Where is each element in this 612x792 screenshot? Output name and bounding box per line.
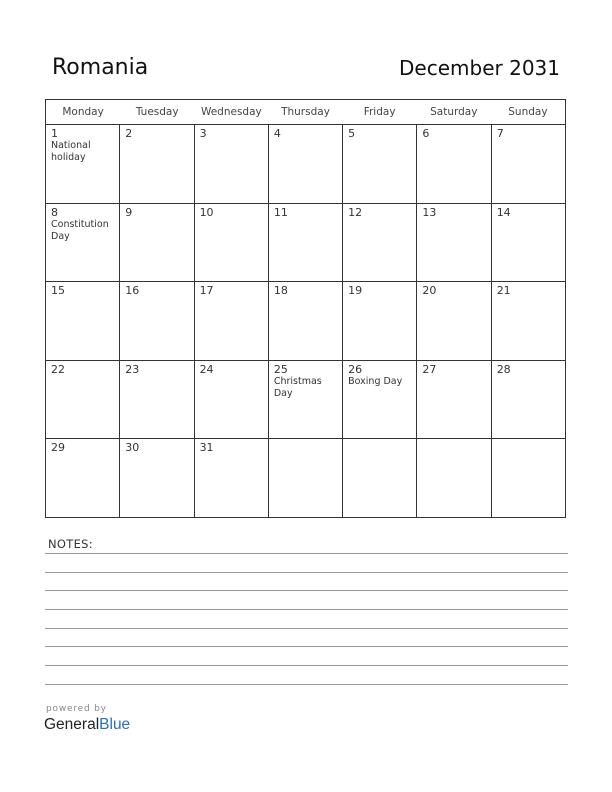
day-cell [343,439,417,517]
weekday-sunday: Sunday [508,106,548,118]
day-cell [417,439,491,517]
country-title: Romania [52,55,149,80]
day-number: 12 [348,205,363,219]
day-number: 13 [422,205,437,219]
note-line [45,590,568,591]
calendar-grid [45,99,566,518]
holiday-label: Christmas Day [273,375,322,399]
notes-label: NOTES: [48,537,93,551]
day-number: 5 [348,127,356,140]
day-number: 8 [51,205,58,219]
day-cell [492,439,565,517]
day-cell [417,204,491,282]
day-number: 27 [422,362,437,376]
day-cell [46,204,120,282]
month-title: December 2031 [399,56,560,80]
day-cell [269,125,343,203]
week-row-3 [46,282,565,361]
day-cell [417,361,491,439]
holiday-label: Boxing Day [348,375,403,387]
day-cell [492,361,565,439]
day-cell [120,361,194,439]
day-number: 11 [273,205,288,219]
day-number: 25 [273,362,288,376]
note-line [45,609,568,610]
day-cell [46,361,120,439]
weekday-thursday: Thursday [281,106,330,118]
note-line [45,665,568,666]
week-row-5 [46,439,565,517]
powered-by-text: powered by [46,704,107,714]
day-number: 22 [51,362,65,376]
holiday-label: Constitution Day [51,218,109,242]
day-number: 29 [51,441,65,454]
weekday-header-row [46,100,565,125]
day-number: 24 [199,362,214,376]
day-cell [120,439,194,517]
day-cell [195,439,269,517]
day-number: 20 [422,284,437,297]
week-row-2 [46,204,565,283]
day-cell [120,204,194,282]
day-number: 31 [199,441,214,454]
day-cell [269,439,343,517]
day-number: 3 [199,127,207,140]
day-number: 10 [199,205,214,219]
weekday-wednesday: Wednesday [200,106,262,118]
day-number: 19 [348,284,363,297]
day-number: 7 [496,127,504,140]
day-number: 16 [125,284,140,297]
day-number: 9 [125,205,133,219]
day-cell [343,282,417,360]
note-line [45,572,568,573]
day-number: 15 [51,284,65,297]
note-line [45,628,568,629]
day-cell [269,282,343,360]
day-cell [343,125,417,203]
day-cell [492,125,565,203]
day-cell [343,361,417,439]
day-number: 14 [496,205,511,219]
day-cell [492,282,565,360]
day-cell [46,282,120,360]
day-number: 18 [273,284,288,297]
generalblue-logo [44,716,130,734]
day-number: 21 [496,284,511,297]
day-cell [46,439,120,517]
day-number: 23 [125,362,140,376]
day-cell [120,125,194,203]
day-cell [269,361,343,439]
holiday-label: National holiday [51,140,91,163]
day-number: 30 [125,441,140,454]
day-cell [120,282,194,360]
weekday-monday: Monday [62,106,104,118]
day-cell [195,125,269,203]
day-cell [343,204,417,282]
logo-text-blue: Blue [99,716,131,733]
day-number: 17 [199,284,214,297]
weekday-saturday: Saturday [430,106,478,118]
day-cell [195,361,269,439]
logo-text-general: General [44,716,100,733]
day-cell [417,282,491,360]
day-number: 26 [348,362,363,376]
day-number: 1 [51,127,58,140]
note-line [45,553,568,554]
day-number: 4 [273,127,281,140]
day-number: 2 [125,127,133,140]
weekday-friday: Friday [363,106,396,118]
note-line [45,684,568,685]
day-cell [417,125,491,203]
day-number: 6 [422,127,430,140]
week-row-4 [46,361,565,440]
day-cell [195,282,269,360]
day-cell [46,125,120,203]
day-number: 28 [496,362,511,376]
day-cell [269,204,343,282]
day-cell [195,204,269,282]
note-line [45,646,568,647]
week-row-1 [46,125,565,204]
weekday-tuesday: Tuesday [135,106,179,118]
day-cell [492,204,565,282]
